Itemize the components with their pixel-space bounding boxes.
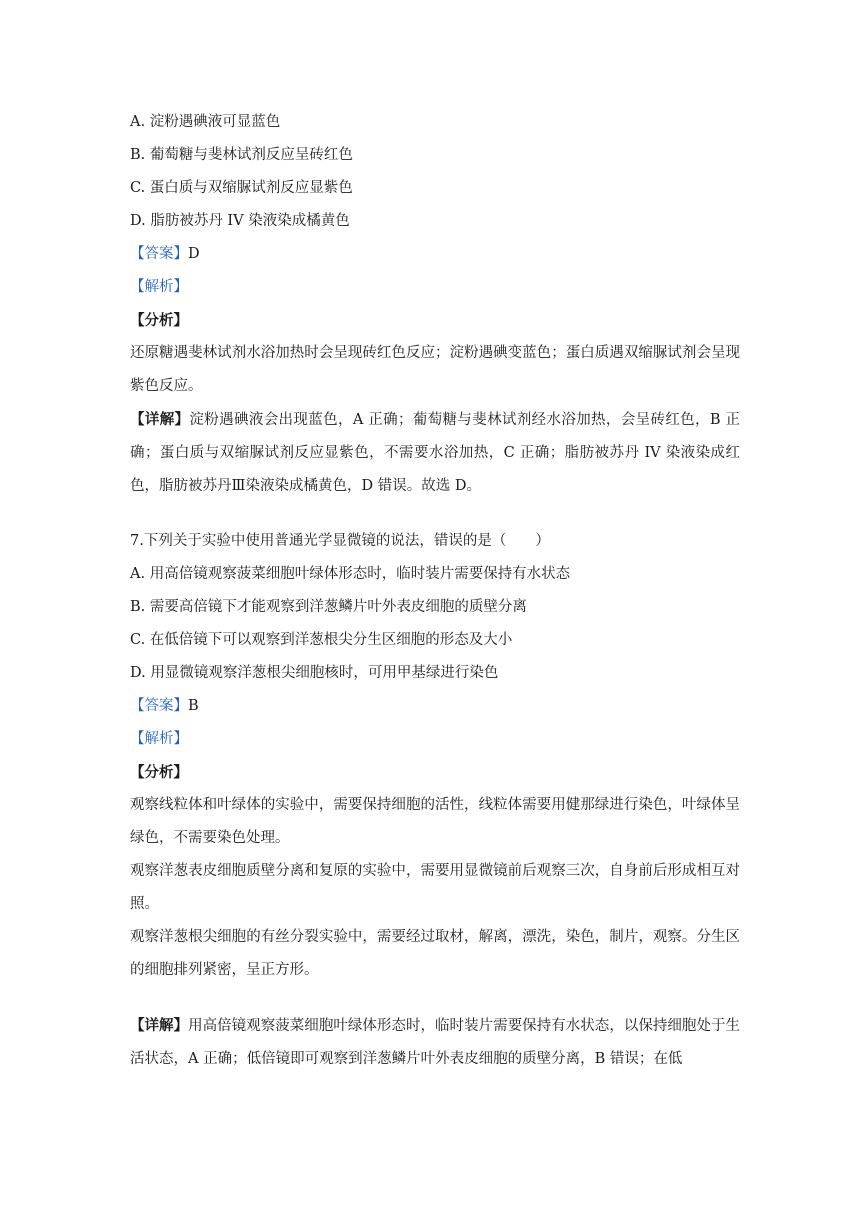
q7-option-a: A. 用高倍镜观察菠菜细胞叶绿体形态时，临时装片需要保持有水状态: [130, 566, 571, 582]
q7-detail-text: 用高倍镜观察菠菜细胞叶绿体形态时，临时装片需要保持有水状态，以保持细胞处于生活状态，A 正确；低倍镜即可观察到洋葱鳞片叶外表皮细胞的质壁分离，B 错误；在低: [130, 1018, 741, 1067]
q7-fenxi-para-3: 观察洋葱根尖细胞的有丝分裂实验中，需要经过取材，解离，漂洗，染色，制片，观察。分生区的细胞排列紧密，呈正方形。: [130, 929, 740, 978]
spacer: [130, 503, 740, 525]
q6-detail: [130, 403, 740, 503]
q7-analysis-tag: 【解析】: [130, 731, 188, 747]
q7-option-d: D. 用显微镜观察洋葱根尖细胞核时，可用甲基绿进行染色: [130, 665, 499, 681]
q6-option-a: A. 淀粉遇碘液可显蓝色: [130, 114, 281, 130]
q7-answer: [130, 690, 740, 723]
q6-detail-text: 淀粉遇碘液会出现蓝色，A 正确；葡萄糖与斐林试剂经水浴加热，会呈砖红色，B 正确；蛋白质与双缩脲试剂反应显紫色，不需要水浴加热，C 正确；脂肪被苏丹 IV 染液染成红色，脂肪被苏丹Ⅲ染液染成橘黄色，D 错误。故选 D。: [130, 412, 741, 494]
q6-fenxi-text: 还原糖遇斐林试剂水浴加热时会呈现砖红色反应；淀粉遇碘变蓝色；蛋白质遇双缩脲试剂会呈现紫色反应。: [130, 345, 740, 394]
q6-answer-tag: 【答案】: [130, 246, 188, 262]
q6-analysis-tag: 【解析】: [130, 279, 188, 295]
q7-answer-tag: 【答案】: [130, 698, 188, 714]
q6-option-c: C. 蛋白质与双缩脲试剂反应显紫色: [130, 180, 353, 196]
q7-fenxi-para-1: 观察线粒体和叶绿体的实验中，需要保持细胞的活性，线粒体需要用健那绿进行染色，叶绿体呈绿色，不需要染色处理。: [130, 797, 740, 846]
q7-fenxi-para-2: 观察洋葱表皮细胞质壁分离和复原的实验中，需要用显微镜前后观察三次，自身前后形成相互对照。: [130, 863, 740, 912]
q6-option-d: D. 脂肪被苏丹 IV 染液染成橘黄色: [130, 213, 350, 229]
q7-question: 7.下列关于实验中使用普通光学显微镜的说法，错误的是（ ）: [130, 533, 550, 549]
q7-fenxi-tag: 【分析】: [130, 764, 188, 781]
q6-fenxi-tag: 【分析】: [130, 312, 188, 329]
q7-answer-value: B: [188, 698, 199, 714]
spacer: [130, 987, 740, 1009]
q7-option-c: C. 在低倍镜下可以观察到洋葱根尖分生区细胞的形态及大小: [130, 632, 513, 648]
q6-answer: [130, 238, 740, 271]
q6-option-b: B. 葡萄糖与斐林试剂反应呈砖红色: [130, 147, 353, 163]
q7-option-b: B. 需要高倍镜下才能观察到洋葱鳞片叶外表皮细胞的质壁分离: [130, 599, 527, 615]
q6-answer-value: D: [188, 246, 200, 262]
q7-detail: [130, 1009, 740, 1076]
q6-detail-tag: 【详解】: [130, 411, 190, 428]
q7-detail-tag: 【详解】: [130, 1017, 189, 1034]
document-page: [130, 106, 740, 1076]
